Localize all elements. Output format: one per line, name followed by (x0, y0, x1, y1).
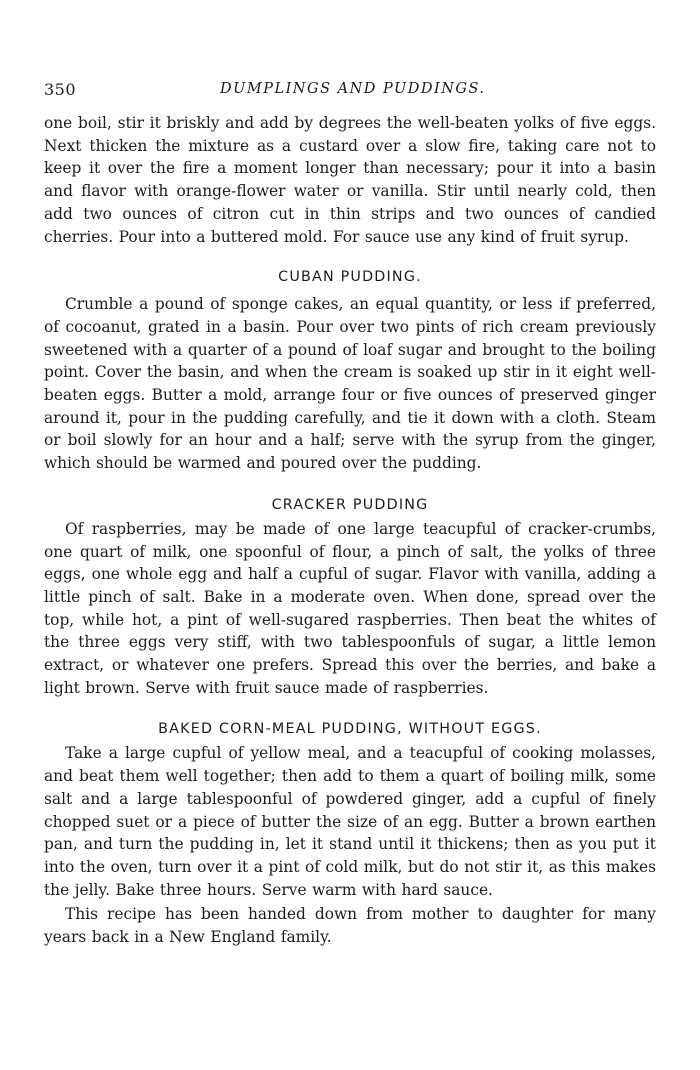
page-number: 350 (44, 80, 77, 99)
continued-paragraph: one boil, stir it briskly and add by degrees the well-beaten yolks of five eggs. Next thicken the mixture as a custard over a slow fire, taking care not to keep it over the fire a moment longer than necessary; pour it into a basin and flavor with orange-flower water or vanilla. Stir until nearly cold, then add two ounces of citron cut in thin strips and two ounces of candied cherries. Pour into a buttered mold. For sauce use any kind of fruit syrup. (44, 114, 656, 246)
recipe-text-corn-meal-pudding: Take a large cupful of yellow meal, and a teacupful of cooking molasses, and beat them well together; then add to them a quart of boiling milk, some salt and a large tablespoonful of powdered ginger, add a cupful of finely chopped suet or a piece of butter the size of an egg. Butter a brown earthen pan, and turn the pudding in, let it stand until it thickens; then as you put it into the oven, turn over it a pint of cold milk, but do not stir it, as this makes the jelly. Bake three hours. Serve warm with hard sauce. (44, 744, 656, 899)
recipe-text-cracker-pudding: Of raspberries, may be made of one large teacupful of cracker-crumbs, one quart of milk, one spoonful of flour, a pinch of salt, the yolks of three eggs, one whole egg and half a cupful of sugar. Flavor with vanilla, adding a little pinch of salt. Bake in a moderate oven. When done, spread over the top, while hot, a pint of well-sugared raspberries. Then beat the whites of the three eggs very stiff, with two tablespoonfuls of sugar, a little lemon extract, or whatever one prefers. Spread this over the berries, and bake a light brown. Serve with fruit sauce made of raspberries. (44, 519, 656, 697)
recipe-title-cracker-pudding: CRACKER PUDDING (271, 496, 429, 513)
recipe-note-corn-meal-pudding: This recipe has been handed down from mother to daughter for many years back in a New England family. (44, 905, 656, 947)
recipe-title-cuban-pudding: CUBAN PUDDING. (278, 269, 422, 286)
page-body (44, 112, 656, 949)
running-head (44, 80, 656, 102)
recipe-text-cuban-pudding: Crumble a pound of sponge cakes, an equal quantity, or less if preferred, of cocoanut, grated in a basin. Pour over two pints of rich cream previously sweetened with a quarter of a pound of loaf sugar and brought to the boiling point. Cover the basin, and when the cream is soaked up stir in it eight well-beaten eggs. Butter a mold, arrange four or five ounces of preserved ginger around it, pour in the pudding carefully, and tie it down with a cloth. Steam or boil slowly for an hour and a half; serve with the syrup from the ginger, which should be warmed and poured over the pudding. (44, 295, 656, 473)
running-title: DUMPLINGS AND PUDDINGS. (220, 81, 486, 97)
recipe-title-corn-meal-pudding: BAKED CORN-MEAL PUDDING, WITHOUT EGGS. (158, 721, 542, 738)
